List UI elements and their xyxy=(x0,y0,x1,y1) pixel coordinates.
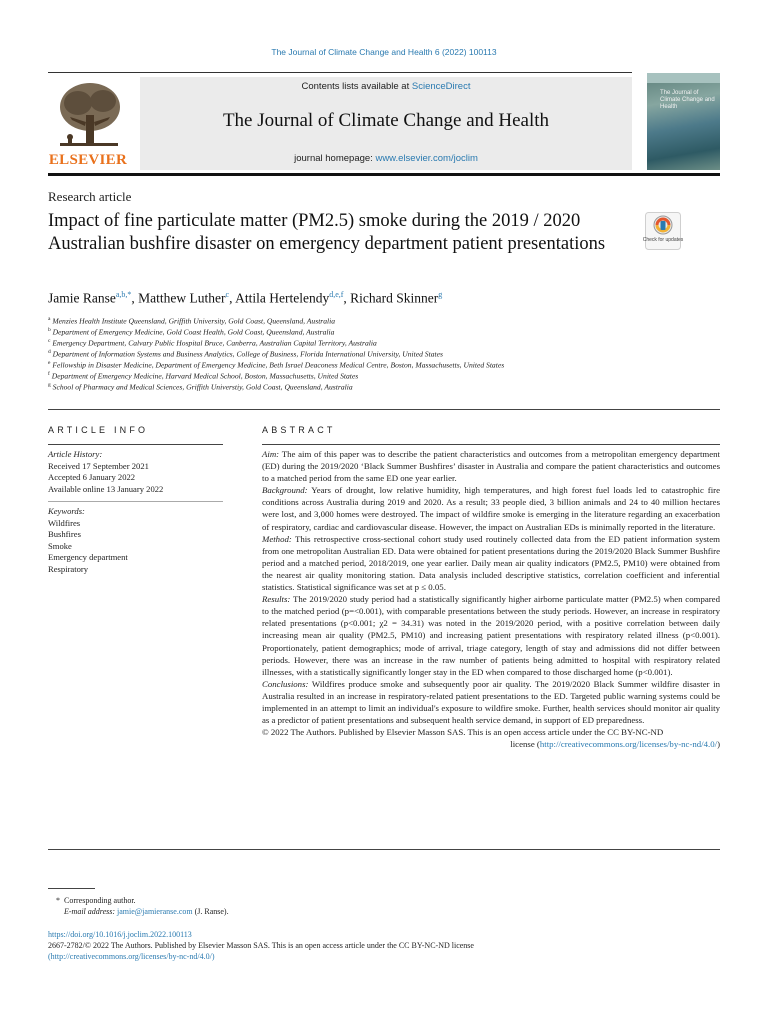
affiliation-text: Department of Information Systems and Business Analytics, College of Business, Florida International University, United States xyxy=(52,349,443,359)
abstract-heading: ABSTRACT xyxy=(262,425,336,435)
sciencedirect-link[interactable]: ScienceDirect xyxy=(411,81,471,92)
corresponding-author-note xyxy=(56,896,136,905)
journal-title: The Journal of Climate Change and Health xyxy=(222,110,550,131)
author-name: Jamie Ranse xyxy=(48,290,116,306)
keyword: Emergency department xyxy=(48,552,128,562)
history-item: Available online 13 January 2022 xyxy=(48,483,164,494)
affiliation-text: Fellowship in Disaster Medicine, Department of Emergency Medicine, Beth Israel Deaconess Medical Centre, Boston, Massachusetts, United States xyxy=(52,360,505,370)
abstract-method xyxy=(262,533,720,593)
email-suffix: (J. Ranse). xyxy=(192,907,229,916)
license-suffix: ) xyxy=(717,739,720,750)
section-rule xyxy=(48,409,720,410)
header-bottom-rule xyxy=(48,173,720,176)
corresponding-label: Corresponding author. xyxy=(64,896,136,905)
keyword: Smoke xyxy=(48,540,72,551)
abstract-license xyxy=(262,738,720,750)
results-label: Results: xyxy=(262,594,291,605)
affiliation-text: Menzies Health Institute Queensland, Griffith University, Gold Coast, Queensland, Australia xyxy=(52,316,336,326)
article-info-heading: ARTICLE INFO xyxy=(48,425,149,435)
affiliation-marker: b xyxy=(48,327,51,333)
history-item: Received 17 September 2021 xyxy=(48,460,149,471)
issn-license-line: 2667-2782/© 2022 The Authors. Published by Elsevier Masson SAS. This is an open access article under the CC BY-NC-ND license xyxy=(48,940,474,950)
article-history xyxy=(48,449,223,495)
conclusions-text: Wildfires produce smoke and subsequently poor air quality. The 2019/2020 Black Summer wildfire disaster in Australia resulted in an increase in respiratory-related patient presentations to the ED. Targeted public warning systems could be implemented in an attempt to limit an individual's exposure to wildfire smoke. Further, health services should monitor air quality as a predictor of patient presentations and subsequent health service demand, in support of ED preparedness. xyxy=(262,678,720,726)
method-text: This retrospective cross-sectional cohort study used routinely collected data from the ED patient information system from one metropolitan Australian ED. Data were obtained for patient presentations during the 2019/2020 Black Summer Bushfire period and a matched period, 2018/2019, one year earlier. Daily mean air quality indicators (PM2.5, PM10) were obtained from the nearest air quality monitoring station. Data analysis included descriptive statistics, correlation coefficient and inferential statistics. Statistical significance was set at p ≤ 0.05. xyxy=(262,533,720,593)
author-affiliation-marker[interactable]: a,b,* xyxy=(115,290,132,299)
keywords-label: Keywords: xyxy=(48,506,85,516)
keywords-rule xyxy=(48,501,223,502)
article-footer xyxy=(48,930,720,962)
article-type: Research article xyxy=(48,189,132,204)
journal-reference[interactable]: The Journal of Climate Change and Health 6 (2022) 100113 xyxy=(271,47,497,57)
journal-cover-banner xyxy=(647,73,720,83)
abstract-end-rule xyxy=(48,849,720,850)
affiliation xyxy=(48,371,358,381)
affiliation-marker: f xyxy=(48,371,50,377)
affiliation xyxy=(48,338,377,348)
check-for-updates-badge[interactable] xyxy=(642,212,684,250)
author-list: Jamie Ranse$^{a,b,*}$, Matthew Luther$^c$, Attila Hertelendy$^{d,e,f}$, Richard Skinner$^g$ xyxy=(48,290,443,306)
author-affiliation-marker[interactable]: g xyxy=(438,290,443,299)
footnote-marker: * xyxy=(56,896,60,905)
journal-homepage-line xyxy=(140,153,632,164)
elsevier-wordmark: ELSEVIER xyxy=(48,152,128,168)
background-label: Background: xyxy=(262,485,308,496)
keyword: Bushfires xyxy=(48,529,81,539)
background-text: Years of drought, low relative humidity, high temperatures, and high forest fuel loads led to catastrophic fire conditions across Australia during 2019 and 2020. As a result; 33 people died, 3 billion animals and 24 to 40 million hectares were lost, and 3,000 homes were destroyed. The impact of wildfire smoke is emerging in the literature regarding an exacerbation of respiratory, cardiac and cardiovascular disease. However, the impact on Australian EDs is minimally reported in the literature. xyxy=(262,485,721,532)
affiliation-marker: a xyxy=(48,316,51,322)
check-badge-label: Check for updates xyxy=(642,237,684,243)
contents-prefix: Contents lists available at xyxy=(301,81,412,92)
abstract-results xyxy=(262,593,720,678)
results-text: The 2019/2020 study period had a statistically significantly higher airborne particulate matter (PM2.5) when compared to the matched period (p=<0.001), with comparable presentations between the study periods. However, an increase in respiratory related presentations (p<0.001; χ2 = 34.31) was noted in the 2019/2020 period, with a positive correlation between daily increasing mean air quality (PM2.5, PM10) and increasing patient presentations with respiratory related illness (p<0.001). Proportionately, patient demographics; mode of arrival, triage category, length of stay and admissions did not differ between periods. However, there was an increase in the raw number of patients being admitted to hospital with respiratory related illnesses, with a statistically significantly longer stay in the ED when compared to those discharged home (p<0.001). xyxy=(262,594,720,677)
doi-link[interactable]: https://doi.org/10.1016/j.joclim.2022.100113 xyxy=(48,930,192,939)
abstract-rule xyxy=(262,444,720,445)
history-label: Article History: xyxy=(48,449,103,459)
article-info-rule xyxy=(48,444,223,445)
header-top-rule xyxy=(48,72,632,73)
affiliation-text: School of Pharmacy and Medical Sciences, Griffith Universtiy, Gold Coast, Queensland, Australia xyxy=(52,382,353,392)
affiliation xyxy=(48,349,443,359)
affiliation xyxy=(48,316,335,326)
journal-cover-title: The Journal of Climate Change and Health xyxy=(660,90,715,110)
method-label: Method: xyxy=(262,533,292,544)
abstract-conclusions xyxy=(262,678,720,726)
email-note xyxy=(64,907,229,916)
footnote-rule xyxy=(48,888,95,889)
email-label: E-mail address: xyxy=(64,907,118,916)
affiliation-text: Department of Emergency Medicine, Harvard Medical School, Boston, Massachusetts, United States xyxy=(51,371,359,381)
email-link[interactable]: jamie@jamieranse.com xyxy=(117,907,193,916)
journal-cover-image[interactable] xyxy=(647,73,720,170)
affiliation-marker: e xyxy=(48,360,51,366)
affiliation-text: Emergency Department, Calvary Public Hospital Bruce, Canberra, Australian Capital Territory, Australia xyxy=(52,338,377,348)
affiliation-marker: d xyxy=(48,349,51,355)
contents-available-line xyxy=(140,81,632,92)
footer-license-link[interactable]: (http://creativecommons.org/licenses/by-nc-nd/4.0/) xyxy=(48,951,215,961)
affiliation xyxy=(48,360,504,370)
affiliation-marker: g xyxy=(48,382,51,388)
abstract-background xyxy=(262,484,720,532)
affiliation-marker: c xyxy=(48,338,51,344)
abstract-body xyxy=(262,448,720,750)
license-prefix: license ( xyxy=(510,739,540,750)
author-affiliation-marker[interactable]: d,e,f xyxy=(329,290,344,299)
license-link[interactable]: http://creativecommons.org/licenses/by-nc-nd/4.0/ xyxy=(539,739,718,750)
keywords-block xyxy=(48,506,223,575)
author-affiliation-marker[interactable]: c xyxy=(225,290,230,299)
homepage-prefix: journal homepage: xyxy=(294,153,376,164)
affiliation xyxy=(48,327,334,337)
affiliation xyxy=(48,382,353,392)
article-title: Impact of fine particulate matter (PM2.5) smoke during the 2019 / 2020 Australian bushfire disaster on emergency department patient presentations xyxy=(48,211,606,254)
aim-label: Aim: xyxy=(262,449,280,459)
author-name: Richard Skinner xyxy=(350,290,439,306)
history-item: Accepted 6 January 2022 xyxy=(48,472,136,482)
author-name: Matthew Luther xyxy=(138,290,226,306)
affiliation-text: Department of Emergency Medicine, Gold Coast Health, Gold Coast, Queensland, Australia xyxy=(52,327,335,337)
keyword: Wildfires xyxy=(48,517,81,528)
journal-homepage-link[interactable]: www.elsevier.com/joclim xyxy=(375,153,478,164)
abstract-aim xyxy=(262,448,720,484)
conclusions-label: Conclusions: xyxy=(262,678,309,689)
aim-text: The aim of this paper was to describe the patient characteristics and outcomes from a metropolitan emergency department (ED) during the 2019/2020 ‘Black Summer Bushfires’ disaster in Australia and compare the patient characteristics and outcomes to a matched period from the same ED one year earlier. xyxy=(262,449,721,484)
author-name: Attila Hertelendy xyxy=(235,290,330,306)
keyword: Respiratory xyxy=(48,563,89,574)
abstract-copyright: © 2022 The Authors. Published by Elsevier Masson SAS. This is an open access article under the CC BY-NC-ND xyxy=(262,727,664,738)
